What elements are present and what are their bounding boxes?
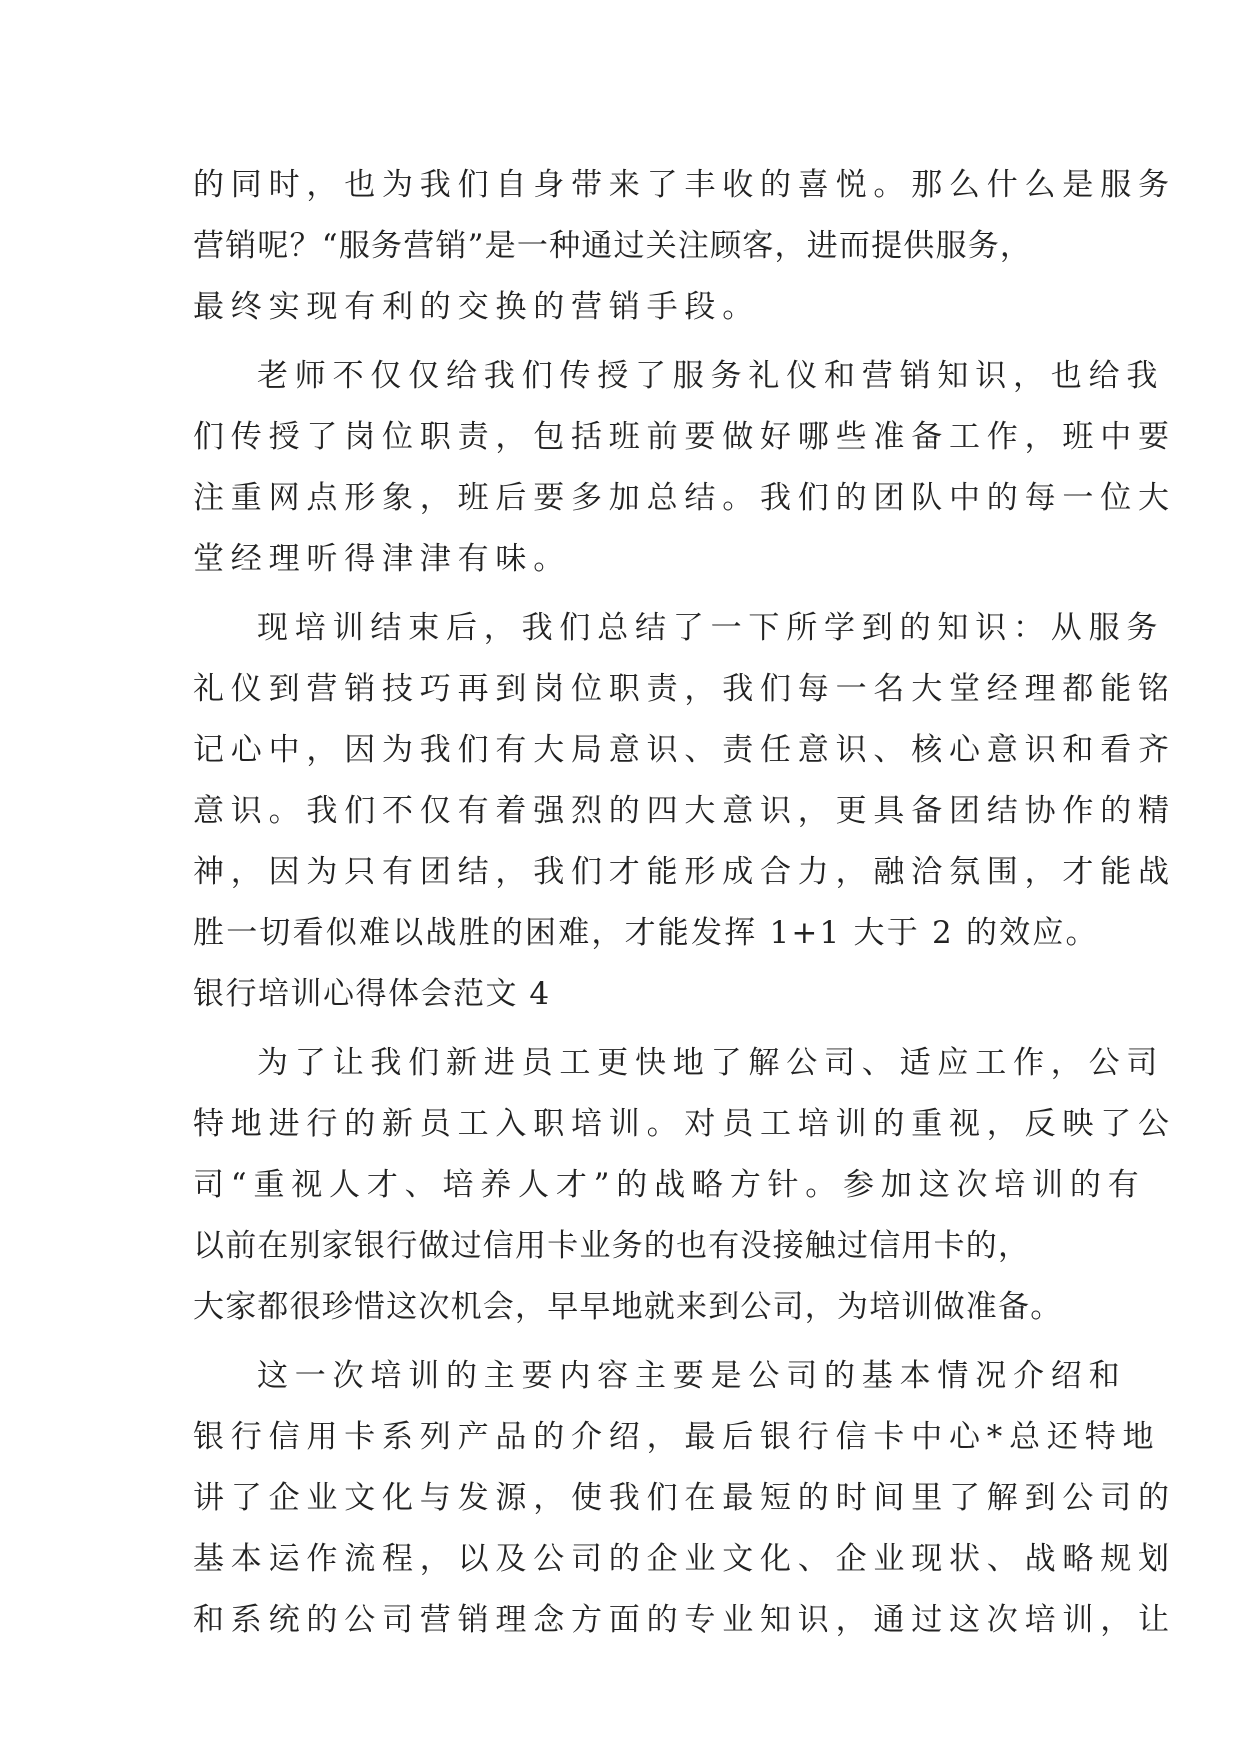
text-line: 胜一切看似难以战胜的困难，才能发挥 1+1 大于 2 的效应。 xyxy=(193,915,1099,951)
text-line: 堂经理听得津津有味。 xyxy=(193,541,571,577)
text-line: 银行信用卡系列产品的介绍，最后银行信卡中心*总还特地 xyxy=(193,1419,1161,1455)
text-line: 基本运作流程，以及公司的企业文化、企业现状、战略规划 xyxy=(193,1541,1176,1577)
text-line: 司“重视人才、培养人才”的战略方针。参加这次培训的有 xyxy=(193,1167,1146,1203)
section-heading: 银行培训心得体会范文 4 xyxy=(193,976,551,1012)
text-line: 注重网点形象，班后要多加总结。我们的团队中的每一位大 xyxy=(193,480,1176,516)
text-line: 讲了企业文化与发源，使我们在最短的时间里了解到公司的 xyxy=(193,1480,1176,1516)
text-line: 大家都很珍惜这次机会，早早地就来到公司，为培训做准备。 xyxy=(193,1289,1063,1325)
text-line: 以前在别家银行做过信用卡业务的也有没接触过信用卡的， xyxy=(193,1228,1031,1264)
text-line: 记心中，因为我们有大局意识、责任意识、核心意识和看齐 xyxy=(193,732,1176,768)
paragraph-first-line: 现培训结束后，我们总结了一下所学到的知识：从服务 xyxy=(257,610,1165,646)
text-line: 们传授了岗位职责，包括班前要做好哪些准备工作，班中要 xyxy=(193,419,1176,455)
text-line: 礼仪到营销技巧再到岗位职责，我们每一名大堂经理都能铭 xyxy=(193,671,1176,707)
text-line: 神，因为只有团结，我们才能形成合力，融洽氛围，才能战 xyxy=(193,854,1176,890)
paragraph-first-line: 为了让我们新进员工更快地了解公司、适应工作，公司 xyxy=(257,1045,1165,1081)
text-line: 意识。我们不仅有着强烈的四大意识，更具备团结协作的精 xyxy=(193,793,1176,829)
text-line: 的同时，也为我们自身带来了丰收的喜悦。那么什么是服务 xyxy=(193,167,1176,203)
document-page xyxy=(193,155,1176,1651)
text-line: 和系统的公司营销理念方面的专业知识，通过这次培训，让 xyxy=(193,1602,1176,1638)
text-line: 营销呢？“服务营销”是一种通过关注顾客，进而提供服务， xyxy=(193,228,1033,264)
paragraph-first-line: 老师不仅仅给我们传授了服务礼仪和营销知识，也给我 xyxy=(257,358,1165,394)
paragraph-first-line: 这一次培训的主要内容主要是公司的基本情况介绍和 xyxy=(257,1358,1127,1394)
text-line: 特地进行的新员工入职培训。对员工培训的重视，反映了公 xyxy=(193,1106,1176,1142)
text-line: 最终实现有利的交换的营销手段。 xyxy=(193,289,760,325)
